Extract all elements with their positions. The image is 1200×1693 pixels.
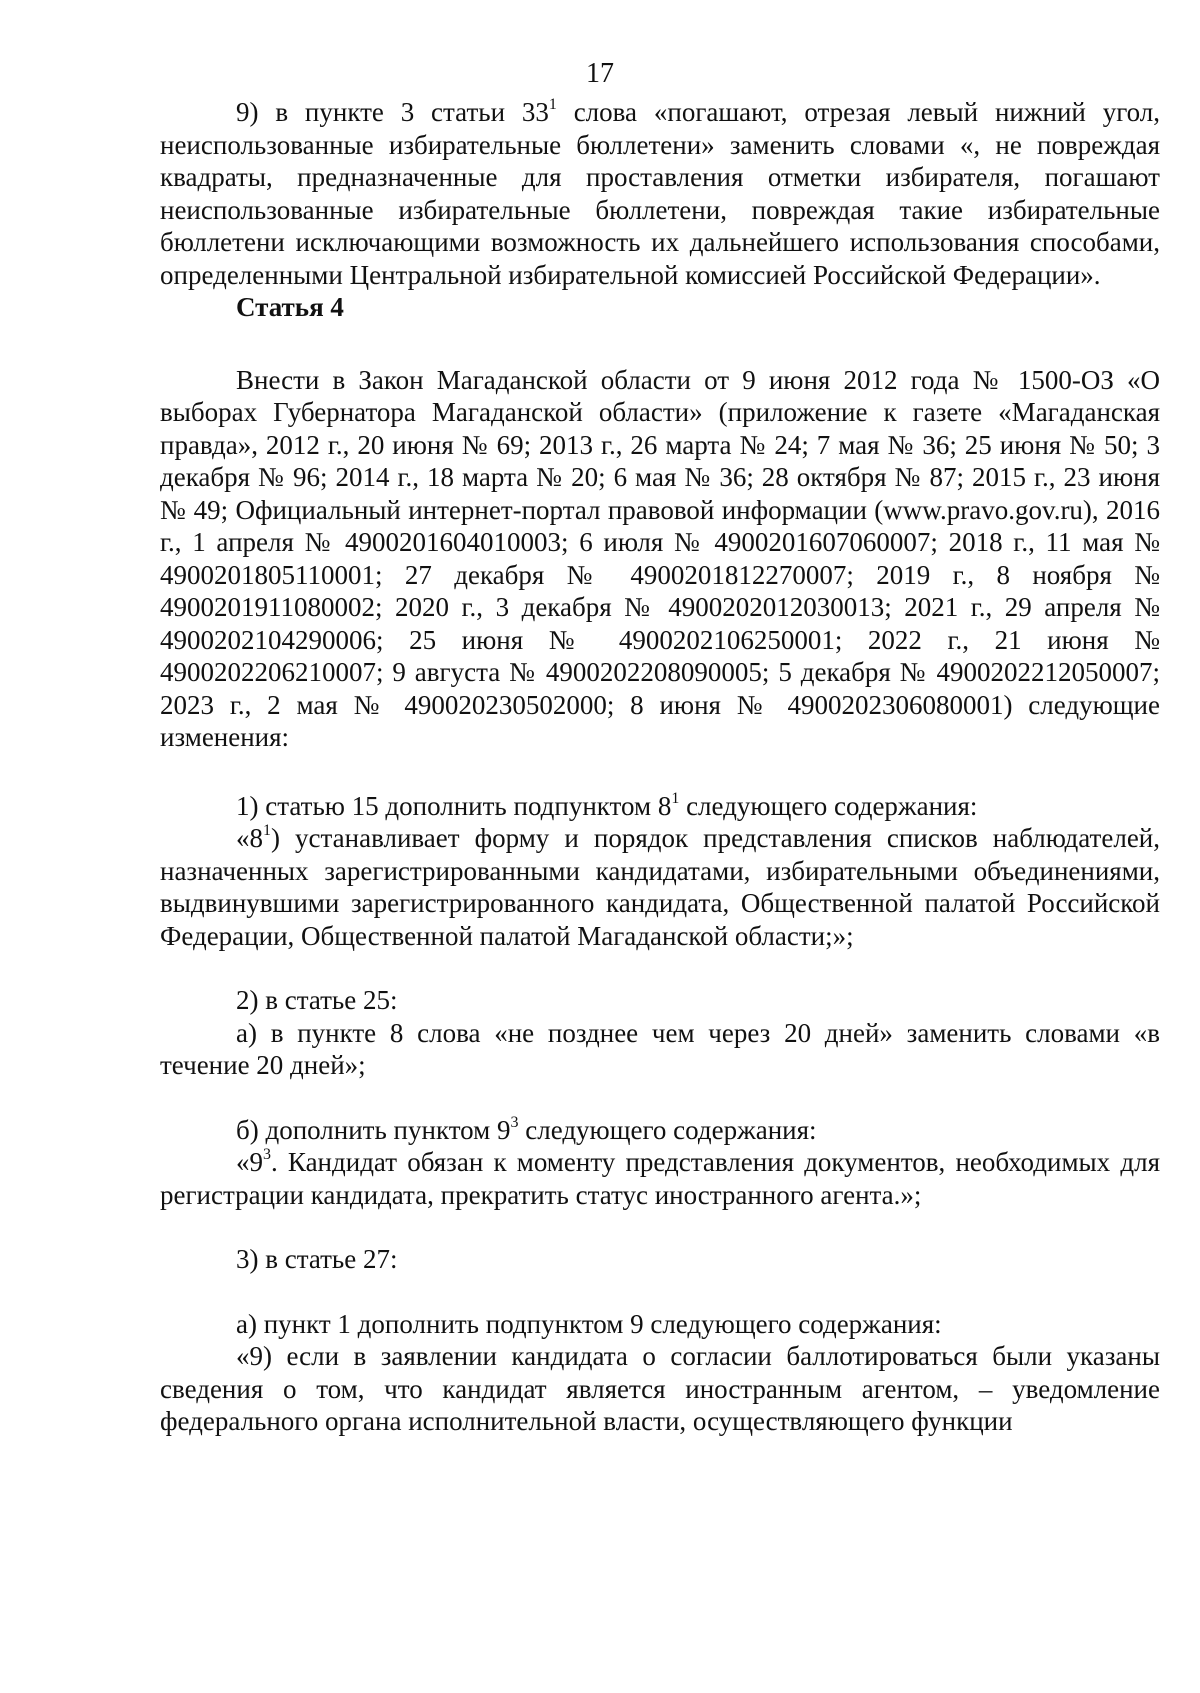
paragraph-item-1-quote-text-b: ) устанавливает форму и порядок представления списков наблюдателей, назначенных зарегистрированными кандидатами, избирательными объединениями, выдвинувшими зарегистрированного кандидата, Общественной палатой Российской Федерации, Общественной палатой Магаданской области;»;: [160, 823, 1160, 951]
paragraph-item-3a-quote: «9) если в заявлении кандидата о согласии баллотироваться были указаны сведения о том, что кандидат является иностранным агентом, – уведомление федерального органа исполнительной власти, осуществляющего функции: [160, 1341, 1160, 1436]
superscript: 1: [671, 789, 680, 807]
paragraph-item-9-text-b: слова «погашают, отрезая левый нижний угол, неиспользованные избирательные бюллетени» заменить словами «, не повреждая квадраты, предназначенные для проставления отметки избирателя, погашают неиспользованные избирательные бюллетени, повреждая такие избирательные бюллетени исключающими возможность их дальнейшего использования способами, определенными Центральной избирательной комиссией Российской Федерации».: [160, 97, 1160, 290]
paragraph-item-3: 3) в статье 27:: [236, 1244, 398, 1274]
paragraph-item-1: [160, 790, 1160, 823]
paragraph-item-1-text-b: следующего содержания:: [679, 790, 978, 821]
paragraph-item-9: [160, 96, 1160, 291]
paragraph-item-9-text-a: 9) в пункте 3 статьи 33: [236, 97, 549, 127]
paragraph-item-1-text-a: 1) статью 15 дополнить подпунктом 8: [236, 790, 672, 821]
paragraph-item-2: 2) в статье 25:: [236, 985, 398, 1015]
paragraph-intro: Внести в Закон Магаданской области от 9 июня 2012 года № 1500-ОЗ «О выборах Губернатора Магаданской области» (приложение к газете «Магаданская правда», 2012 г., 20 июня № 69; 2013 г., 26 марта № 24; 7 мая № 36; 25 июня № 50; 3 декабря № 96; 2014 г., 18 марта № 20; 6 мая № 36; 28 октября № 87; 2015 г., 23 июня № 49; Официальный интернет-портал правовой информации (www.pravo.gov.ru), 2016 г., 1 апреля № 4900201604010003; 6 июля № 4900201607060007; 2018 г., 11 мая № 4900201805110001; 27 декабря № 4900201812270007; 2019 г., 8 ноября № 4900201911080002; 2020 г., 3 декабря № 4900202012030013; 2021 г., 29 апреля № 4900202104290006; 25 июня № 4900202106250001; 2022 г., 21 июня № 4900202206210007; 9 августа № 4900202208090005; 5 декабря № 4900202212050007; 2023 г., 2 мая № 490020230502000; 8 июня № 4900202306080001) следующие изменения:: [160, 364, 1160, 752]
document-body: [160, 96, 1160, 1438]
paragraph-item-2b-text-b: следующего содержания:: [518, 1114, 817, 1145]
page-number: 17: [586, 58, 614, 89]
paragraph-item-2a: а) в пункте 8 слова «не позднее чем через 20 дней» заменить словами «в течение 20 дней»;: [160, 1017, 1160, 1080]
superscript: 3: [263, 1146, 271, 1163]
paragraph-item-2b-text-a: б) дополнить пунктом 9: [236, 1114, 511, 1145]
paragraph-item-3a: а) пункт 1 дополнить подпунктом 9 следующего содержания:: [236, 1308, 942, 1339]
paragraph-item-1-quote: [160, 822, 1160, 952]
paragraph-item-2b-quote: [160, 1146, 1160, 1211]
article-heading: Статья 4: [236, 292, 344, 322]
superscript: 3: [510, 1113, 519, 1131]
superscript: 1: [263, 822, 271, 839]
paragraph-item-2b-quote-text-b: . Кандидат обязан к моменту представления документов, необходимых для регистрации кандидата, прекратить статус иностранного агента.»;: [160, 1147, 1160, 1210]
superscript: 1: [548, 96, 557, 113]
paragraph-item-2b: [160, 1114, 1160, 1147]
paragraph-item-1-quote-text-a: «8: [236, 823, 263, 853]
paragraph-item-2b-quote-text-a: «9: [236, 1147, 263, 1177]
